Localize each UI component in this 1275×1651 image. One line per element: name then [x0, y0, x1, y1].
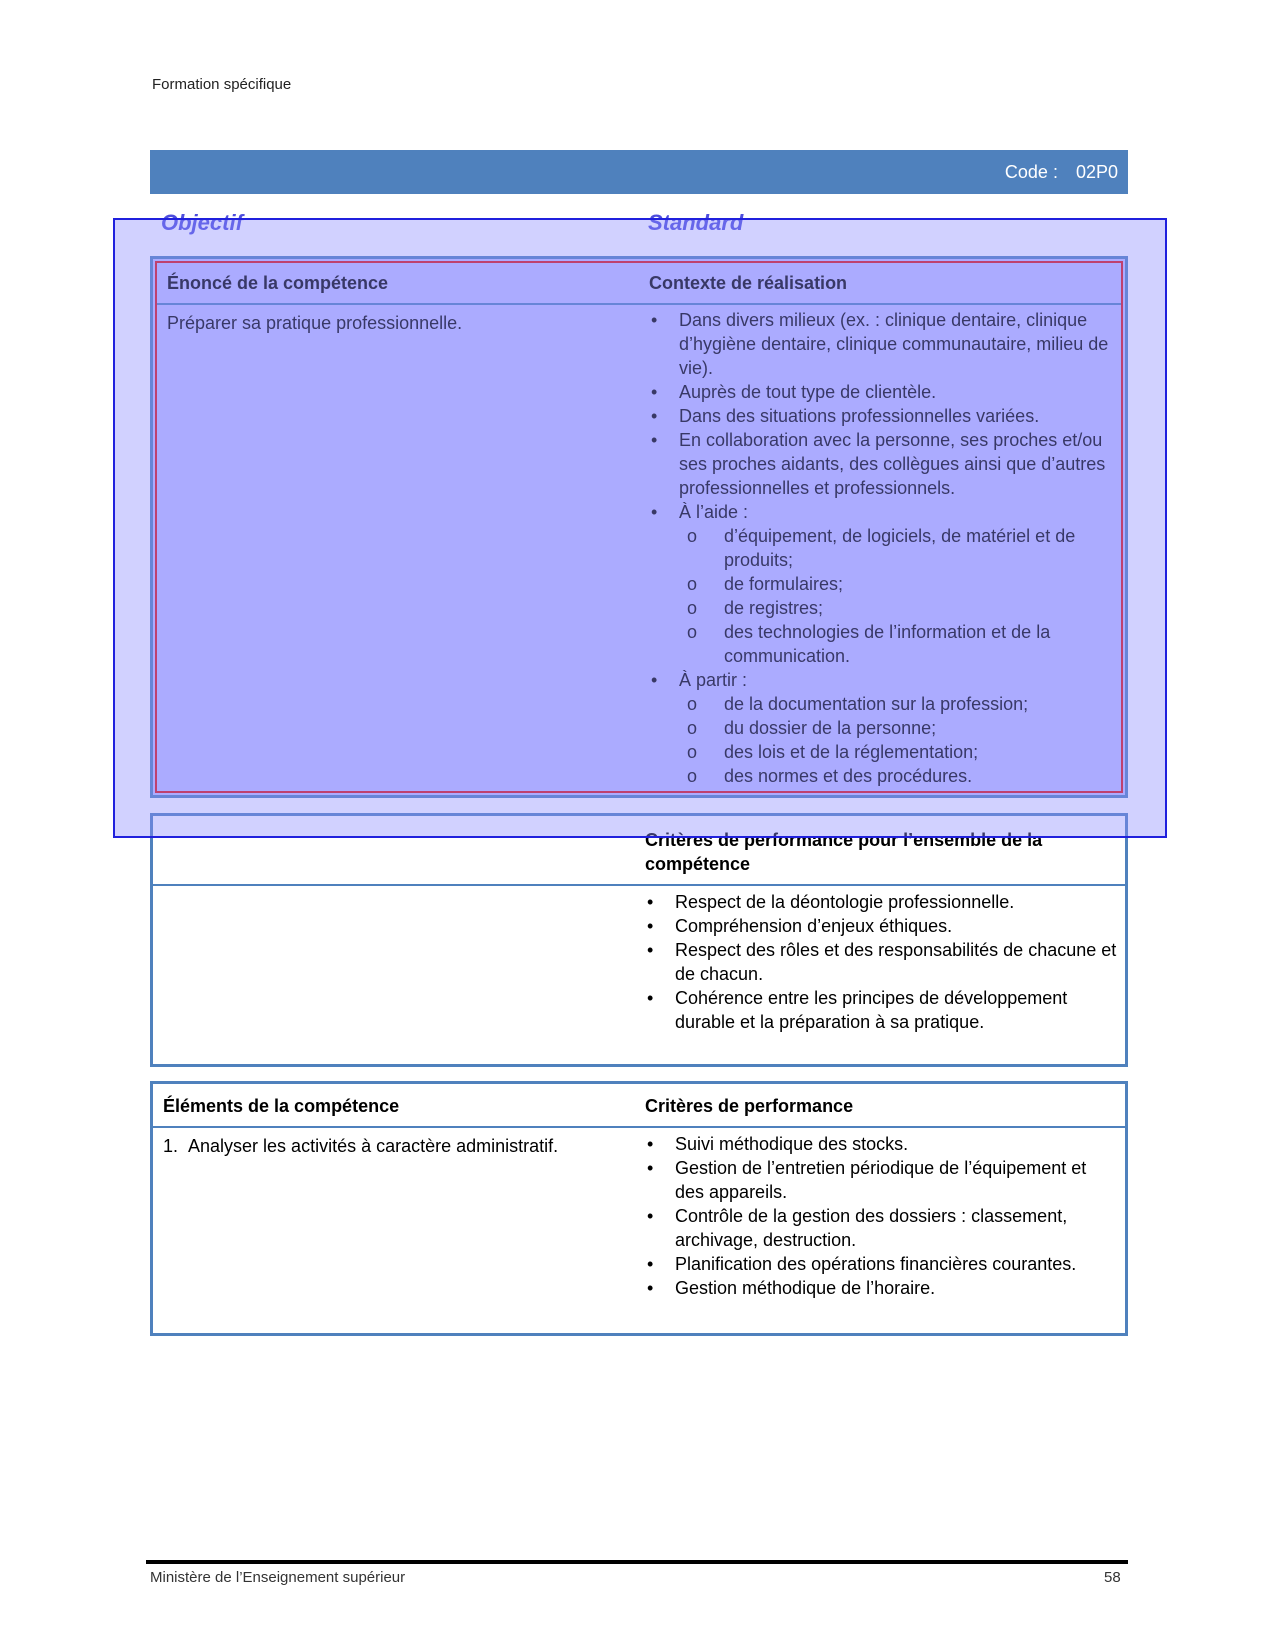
criteres-header: Critères de performance [645, 1096, 854, 1116]
sublist-item: o des normes et des procédures. [687, 764, 1113, 788]
criteres-list [645, 1132, 1117, 1300]
header-divider [153, 1126, 1125, 1128]
list-item: • Gestion méthodique de l’horaire. [645, 1276, 1117, 1300]
list-item: • À partir : o de la documentation sur la profession; o du dossier de la personne; o des lois et de la réglementation; o des normes et des procédures. [649, 668, 1113, 788]
sublist-item: o de registres; [687, 596, 1113, 620]
criteres-ensemble-list [645, 890, 1117, 1034]
code-bar [150, 150, 1128, 194]
list-item: • En collaboration avec la personne, ses proches et/ou ses proches aidants, des collègues ainsi que d’autres professionnelles et professionnels. [649, 428, 1113, 500]
enonce-text: Préparer sa pratique professionnelle. [167, 313, 463, 333]
section-title-standard: Standard [648, 210, 744, 235]
section-title-objectif: Objectif [161, 210, 243, 235]
header-divider [153, 884, 1125, 886]
sublist-item: o de formulaires; [687, 572, 1113, 596]
list-item: • Cohérence entre les principes de développement durable et la préparation à sa pratique. [645, 986, 1117, 1034]
elements-table [150, 1081, 1128, 1336]
list-item: • Gestion de l’entretien périodique de l’équipement et des appareils. [645, 1156, 1117, 1204]
sublist-item: o des lois et de la réglementation; [687, 740, 1113, 764]
list-item: • À l’aide : o d’équipement, de logiciels, de matériel et de produits; o de formulaires; o de registres; o des technologies de l’information et de la communication. [649, 500, 1113, 668]
list-item: • Contrôle de la gestion des dossiers : classement, archivage, destruction. [645, 1204, 1117, 1252]
running-header: Formation spécifique [152, 76, 292, 93]
elements-header: Éléments de la compétence [163, 1096, 400, 1116]
sublist-item: o de la documentation sur la profession; [687, 692, 1113, 716]
enonce-header: Énoncé de la compétence [167, 273, 389, 293]
sublist-item: o du dossier de la personne; [687, 716, 1113, 740]
sublist-item: o des technologies de l’information et de la communication. [687, 620, 1113, 668]
page-number: 58 [1104, 1569, 1121, 1586]
contexte-header: Contexte de réalisation [649, 273, 848, 293]
code-value: 02P0 [1075, 161, 1118, 182]
code-label: Code : [1004, 161, 1058, 182]
list-item: • Suivi méthodique des stocks. [645, 1132, 1117, 1156]
list-item: • Compréhension d’enjeux éthiques. [645, 914, 1117, 938]
list-item: • Dans divers milieux (ex. : clinique dentaire, clinique d’hygiène dentaire, clinique communautaire, milieu de vie). [649, 308, 1113, 380]
criteres-ensemble-table [150, 813, 1128, 1067]
element-1-text: 1. Analyser les activités à caractère administratif. [163, 1136, 559, 1156]
footer-divider [146, 1560, 1128, 1564]
selection-overlay [113, 218, 1167, 838]
sublist-item: o d’équipement, de logiciels, de matériel et de produits; [687, 524, 1113, 572]
footer-ministry: Ministère de l’Enseignement supérieur [150, 1569, 406, 1586]
list-item: • Planification des opérations financières courantes. [645, 1252, 1117, 1276]
criteres-ensemble-header: Critères de performance pour l’ensemble de la compétence [645, 830, 1043, 874]
list-item: • Auprès de tout type de clientèle. [649, 380, 1113, 404]
list-item: • Respect des rôles et des responsabilités de chacune et de chacun. [645, 938, 1117, 986]
list-item: • Dans des situations professionnelles variées. [649, 404, 1113, 428]
list-item: • Respect de la déontologie professionnelle. [645, 890, 1117, 914]
